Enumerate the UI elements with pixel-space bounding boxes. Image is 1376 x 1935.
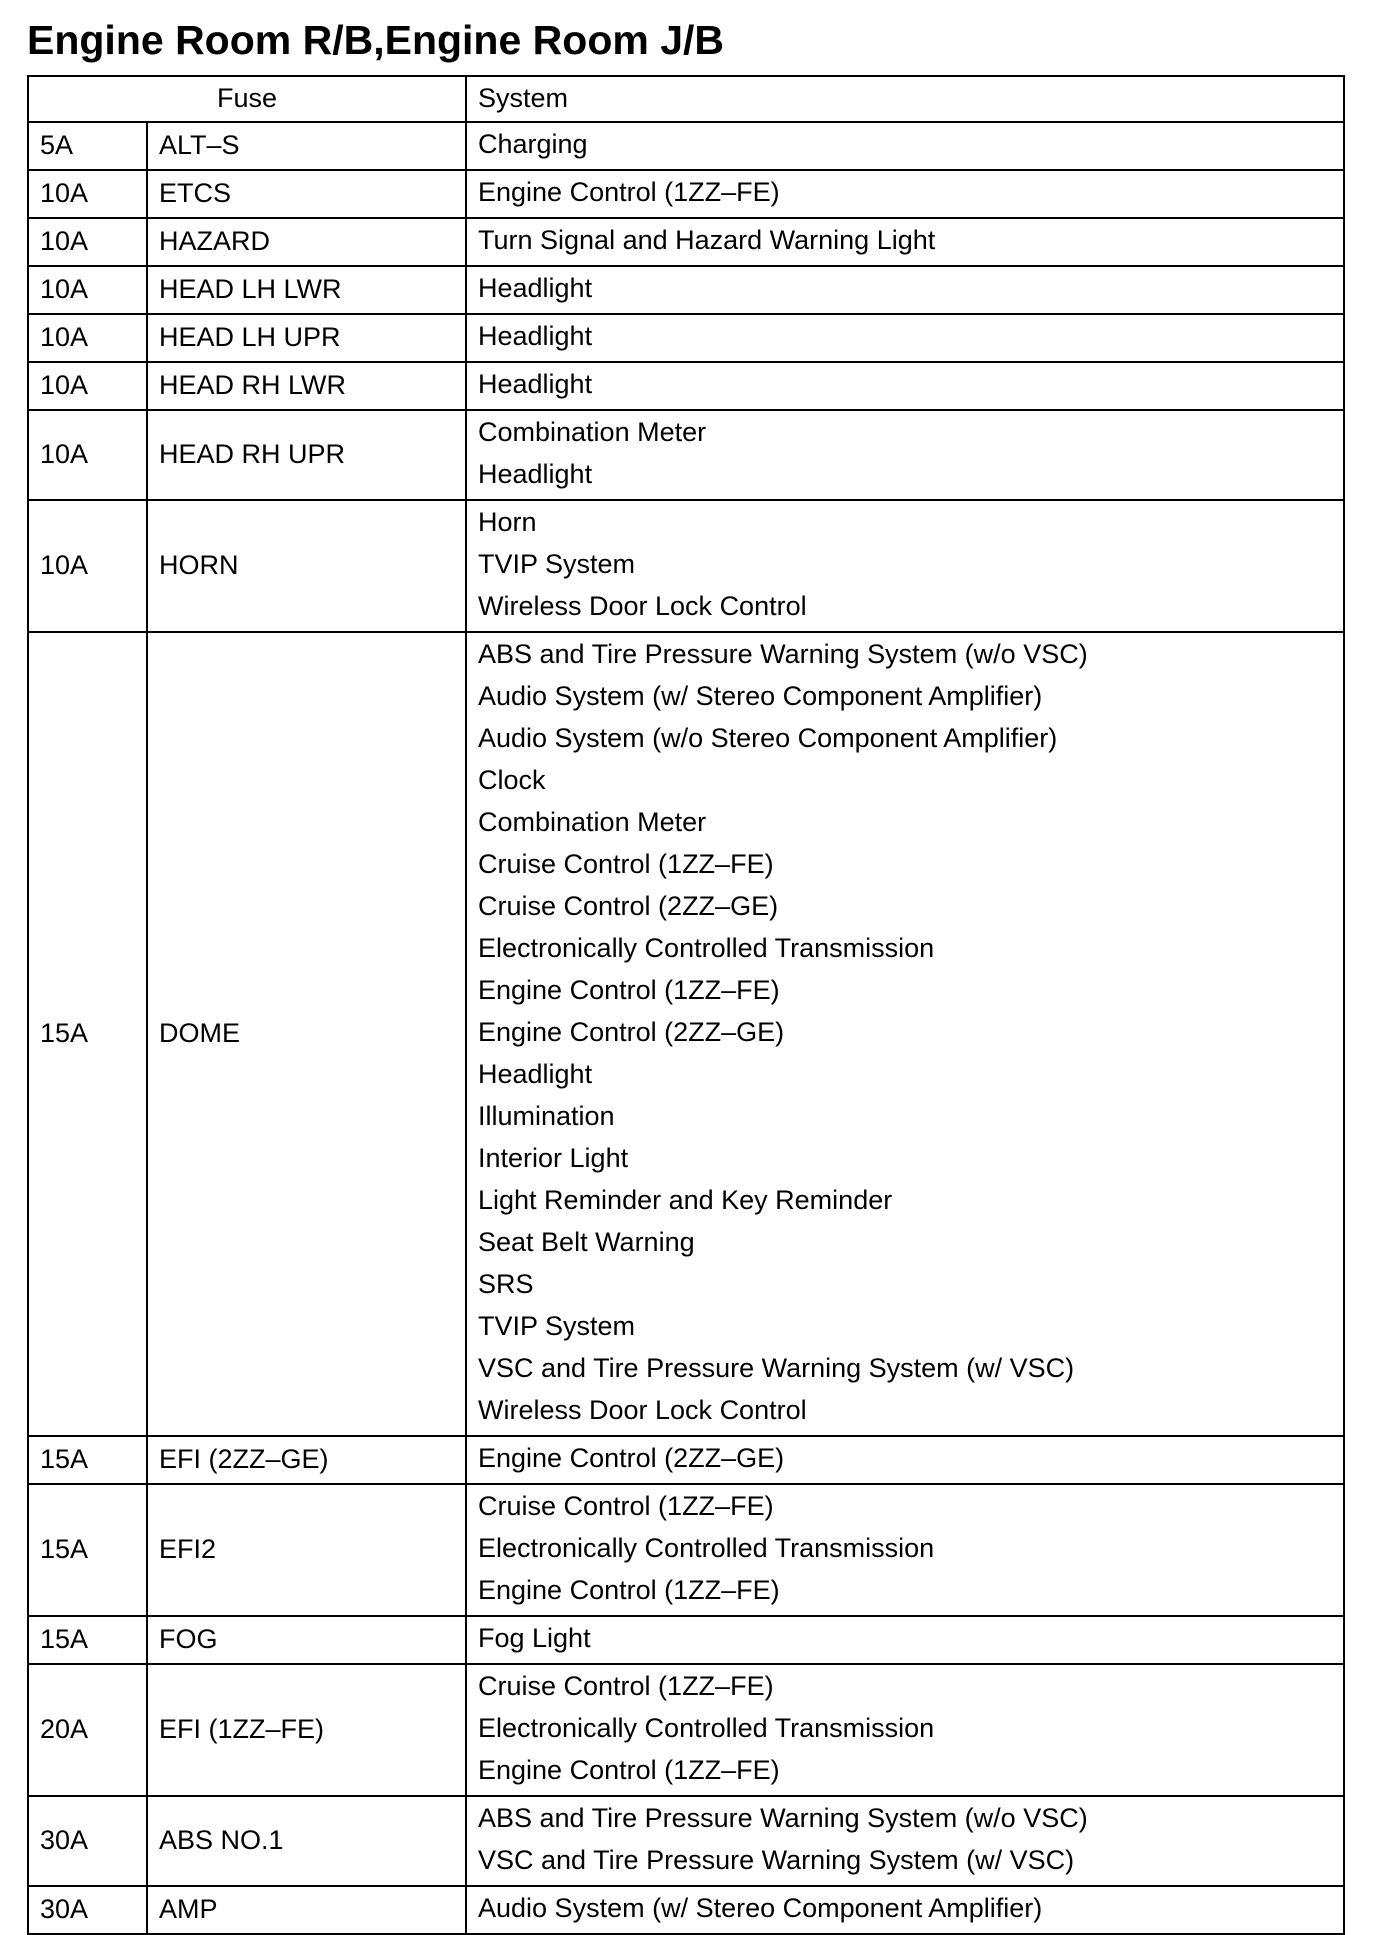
fuse-name: HAZARD (147, 218, 466, 266)
system-item: Engine Control (1ZZ–FE) (478, 177, 780, 207)
system-item: Electronically Controlled Transmission (478, 1713, 935, 1743)
page-title: Engine Room R/B,Engine Room J/B (27, 17, 725, 63)
system-item: Engine Control (1ZZ–FE) (478, 1575, 780, 1605)
table-row (28, 362, 1344, 410)
system-item: Headlight (478, 369, 593, 399)
fuse-name: HEAD LH UPR (147, 314, 466, 362)
system-item: TVIP System (478, 549, 636, 579)
system-item: Turn Signal and Hazard Warning Light (478, 225, 936, 255)
fuse-amperage: 15A (28, 1616, 147, 1664)
system-item: Cruise Control (1ZZ–FE) (478, 1491, 774, 1521)
fuse-amperage: 5A (28, 122, 147, 170)
fuse-amperage: 10A (28, 410, 147, 500)
fuse-systems (466, 632, 1344, 1436)
system-item: Cruise Control (2ZZ–GE) (478, 891, 779, 921)
fuse-systems (466, 362, 1344, 410)
system-item: Engine Control (1ZZ–FE) (478, 1755, 780, 1785)
system-column-header: System (466, 76, 1344, 122)
fuse-amperage: 10A (28, 362, 147, 410)
system-item: Wireless Door Lock Control (478, 591, 807, 621)
table-row (28, 1796, 1344, 1886)
table-row (28, 1616, 1344, 1664)
fuse-name: ETCS (147, 170, 466, 218)
fuse-systems (466, 314, 1344, 362)
fuse-systems (466, 410, 1344, 500)
system-item: Seat Belt Warning (478, 1227, 695, 1257)
system-item: Engine Control (1ZZ–FE) (478, 975, 780, 1005)
system-item: Illumination (478, 1101, 615, 1131)
system-item: Combination Meter (478, 417, 707, 447)
system-item: Engine Control (2ZZ–GE) (478, 1017, 785, 1047)
fuse-amperage: 15A (28, 1436, 147, 1484)
fuse-amperage: 10A (28, 170, 147, 218)
fuse-amperage: 10A (28, 218, 147, 266)
fuse-systems (466, 1616, 1344, 1664)
system-item: Horn (478, 507, 537, 537)
system-item: ABS and Tire Pressure Warning System (w/o VSC) (478, 1803, 1088, 1833)
system-item: Electronically Controlled Transmission (478, 933, 935, 963)
system-item: SRS (478, 1269, 534, 1299)
fuse-name: EFI2 (147, 1484, 466, 1616)
system-item: VSC and Tire Pressure Warning System (w/ VSC) (478, 1845, 1075, 1875)
fuse-name: EFI (1ZZ–FE) (147, 1664, 466, 1796)
fuse-systems (466, 122, 1344, 170)
system-item: Audio System (w/ Stereo Component Amplifier) (478, 681, 1043, 711)
fuse-amperage: 30A (28, 1886, 147, 1934)
system-item: Headlight (478, 321, 593, 351)
table-row (28, 122, 1344, 170)
table-row (28, 500, 1344, 632)
system-item: Clock (478, 765, 546, 795)
table-row (28, 1886, 1344, 1934)
system-item: Light Reminder and Key Reminder (478, 1185, 893, 1215)
fuse-table (27, 75, 1345, 1935)
fuse-systems (466, 500, 1344, 632)
system-item: VSC and Tire Pressure Warning System (w/ VSC) (478, 1353, 1075, 1383)
system-item: Charging (478, 129, 588, 159)
system-item: Combination Meter (478, 807, 707, 837)
fuse-amperage: 10A (28, 266, 147, 314)
fuse-name: AMP (147, 1886, 466, 1934)
fuse-amperage: 10A (28, 500, 147, 632)
fuse-name: HORN (147, 500, 466, 632)
fuse-systems (466, 1886, 1344, 1934)
system-item: Electronically Controlled Transmission (478, 1533, 935, 1563)
fuse-name: ABS NO.1 (147, 1796, 466, 1886)
fuse-name: HEAD LH LWR (147, 266, 466, 314)
fuse-name: HEAD RH LWR (147, 362, 466, 410)
fuse-systems (466, 218, 1344, 266)
system-item: Headlight (478, 1059, 593, 1089)
table-row (28, 1436, 1344, 1484)
fuse-column-header: Fuse (28, 76, 466, 122)
fuse-systems (466, 170, 1344, 218)
fuse-amperage: 20A (28, 1664, 147, 1796)
fuse-amperage: 10A (28, 314, 147, 362)
system-item: Interior Light (478, 1143, 629, 1173)
table-row (28, 266, 1344, 314)
fuse-name: DOME (147, 632, 466, 1436)
table-row (28, 170, 1344, 218)
table-row (28, 1484, 1344, 1616)
fuse-amperage: 15A (28, 1484, 147, 1616)
system-item: Fog Light (478, 1623, 591, 1653)
system-item: Cruise Control (1ZZ–FE) (478, 1671, 774, 1701)
table-row (28, 314, 1344, 362)
fuse-rows (28, 122, 1344, 1934)
fuse-name: EFI (2ZZ–GE) (147, 1436, 466, 1484)
fuse-systems (466, 1664, 1344, 1796)
fuse-systems (466, 1484, 1344, 1616)
system-item: Audio System (w/ Stereo Component Amplifier) (478, 1893, 1043, 1923)
fuse-systems (466, 1436, 1344, 1484)
fuse-systems (466, 1796, 1344, 1886)
fuse-amperage: 30A (28, 1796, 147, 1886)
table-row (28, 1664, 1344, 1796)
system-item: TVIP System (478, 1311, 636, 1341)
system-item: Audio System (w/o Stereo Component Amplifier) (478, 723, 1058, 753)
system-item: Headlight (478, 273, 593, 303)
fuse-systems (466, 266, 1344, 314)
system-item: Wireless Door Lock Control (478, 1395, 807, 1425)
system-item: Headlight (478, 459, 593, 489)
fuse-name: FOG (147, 1616, 466, 1664)
table-row (28, 632, 1344, 1436)
fuse-amperage: 15A (28, 632, 147, 1436)
system-item: Cruise Control (1ZZ–FE) (478, 849, 774, 879)
system-item: ABS and Tire Pressure Warning System (w/o VSC) (478, 639, 1088, 669)
system-item: Engine Control (2ZZ–GE) (478, 1443, 785, 1473)
table-row (28, 410, 1344, 500)
table-header-row (28, 76, 1344, 122)
fuse-name: HEAD RH UPR (147, 410, 466, 500)
fuse-name: ALT–S (147, 122, 466, 170)
table-row (28, 218, 1344, 266)
